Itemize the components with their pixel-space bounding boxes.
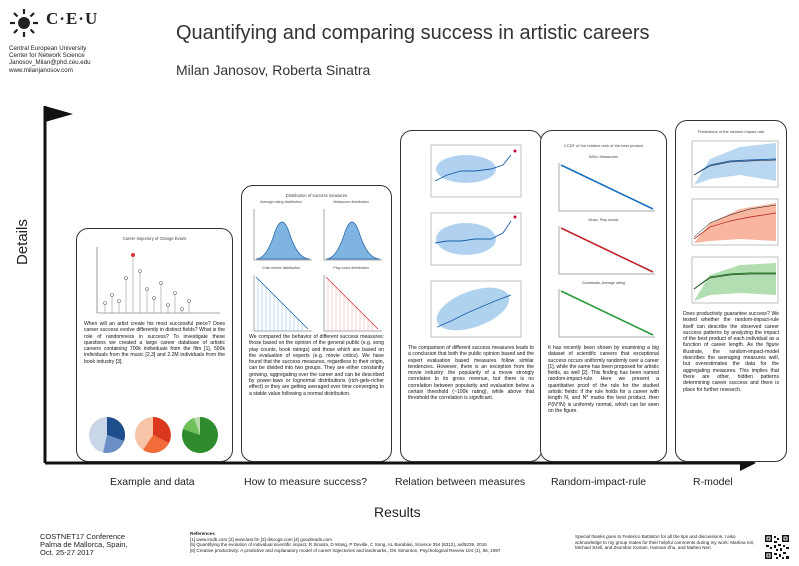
x-axis-label: Results — [374, 504, 421, 520]
acknowledgements: Special thanks goes to Federico Battiston for all the tips and discussions. I also acknowledge to my group mates for their helpful comments during my work: Martina Iori, Michael Szell, and Zsombor Koman, Hannan Zhu, and Matteo Neri. — [575, 534, 755, 551]
powerlaw-dist-plot — [254, 275, 312, 331]
career-trajectory-figure — [85, 243, 225, 321]
scatter-plot — [431, 279, 521, 339]
figure-title: Distribution of success measures — [285, 193, 348, 198]
card-text: When will an artist create his most successful piece? Does career success evolve differently in distinct fields? What is the role of randomness in success? To investigate these questions we created a large career database of artistic careers containing 700k individuals from the film [1], 500k individuals from the music [2,3] and 2.2M individuals from the book industry [3]. — [84, 321, 225, 365]
figure-title: Career trajectory of Orange Evans — [122, 236, 187, 241]
prediction-plot — [692, 141, 778, 187]
subplot-title: Goodreads, Average rating — [582, 281, 625, 285]
card-text: We compared the behavior of different success measures: those based on the opinion of the general public (e.g. song play counts, book ratings) and those which are based on the evaluation of experts (e.g. movie critics). We have found that the success measures, regardless to their origin, can be divided into two groups. They are either constantly growing, aggregating over the career and can be described by power-laws or lognormal distributions (rich-gets-richer effect) or they are getting averaged over time converging to a stable value following a normal distribution. — [249, 334, 384, 397]
card-relation-measures — [400, 130, 542, 462]
subplot-title: Average rating distribution — [260, 200, 302, 204]
reference-item: [1] www.imdb.com [2] www.last.fm [3] discogs.com [4] goodreads.com — [190, 536, 332, 542]
subplot-title: Metascore distribution — [333, 200, 369, 204]
institution-line: Janosov_Milan@phd.ceu.edu — [9, 59, 91, 67]
distribution-figures — [248, 205, 386, 335]
ccdf-plot — [559, 226, 655, 274]
ccdf-figures — [549, 159, 659, 339]
institution-line: Central European University — [9, 45, 87, 52]
figure-title: CCDF of the relative rank of the best product — [563, 143, 644, 148]
correlation-figures — [411, 141, 531, 341]
card-r-model — [675, 120, 787, 462]
prediction-plot — [692, 199, 778, 245]
institution-line: www.milanjanosov.com — [9, 66, 73, 74]
stage-label: Relation between measures — [395, 476, 526, 488]
ccdf-plot — [559, 289, 655, 337]
references-title: References — [190, 531, 215, 536]
conference-line: Palma de Mallorca, Spain, — [40, 540, 128, 550]
subplot-title: Critic review distribution — [262, 266, 300, 270]
normal-dist-plot — [324, 209, 382, 260]
figure-title: Predictions of the random impact rule — [697, 129, 765, 134]
ceu-logo: C·E·U — [46, 9, 99, 28]
card-text: Does productivity guarantee success? We tested whether the random-impact-rule itself can describe the observed career success patterns by analyzing the impact of the best product of each individual as a function of career length. As the figure illustrate, the random-impact-model describes the averaging measures well, but overestimates the data for the aggregating measures. This implies that there are other, hidden patterns determining career success and there is place for further research. — [683, 311, 779, 393]
prediction-figures — [680, 139, 782, 309]
stage-label: Random-impact-rule — [551, 476, 647, 488]
pie-charts-figure — [85, 409, 225, 457]
poster-title: Quantifying and comparing success in artistic careers — [176, 22, 650, 44]
references — [190, 531, 550, 553]
qr-code-icon[interactable] — [764, 534, 790, 560]
conference-info — [40, 533, 128, 558]
institution-line: Center for Network Science — [9, 52, 85, 60]
conference-line: COSTNET17 Conference — [40, 532, 126, 541]
ccdf-plot — [559, 163, 655, 211]
reference-item: [5] Quantifying the evolution of individual scientific impact, R Sinatra, D Wang, P Deville, C Song, AL Barabási, Science 354 (6312), aaf5239, 2016 — [190, 542, 487, 548]
card-text: The comparison of different success measures leads to a conclusion that both the public opinion based and the expert evaluation based measures follow similar tendencies. However, there is an exception from the movie industry: the popularity of a movie strongly correlates to its gross revenue, but there is no correlation between popularity and evaluation below a certain threshold (~100k rating), while above that threshold the correlation is significant. — [408, 345, 534, 402]
poster-authors: Milan Janosov, Roberta Sinatra — [176, 62, 371, 78]
subplot-title: IMDb, Metascores — [588, 155, 619, 159]
subplot-title: Play count distribution — [333, 266, 369, 270]
flag-icon — [45, 106, 73, 122]
card-example-data — [76, 228, 233, 462]
conference-line: Oct. 25-27 2017 — [40, 548, 94, 558]
stage-label: R-model — [693, 476, 733, 488]
normal-dist-plot — [254, 209, 312, 260]
card-measure-success — [241, 185, 392, 462]
scatter-plot — [431, 145, 521, 197]
subplot-title: Music, Play counts — [588, 218, 619, 222]
card-random-impact-rule — [540, 130, 667, 462]
y-axis-label: Details — [14, 219, 31, 265]
card-text: It has recently been shown by examining a big dataset of scientific careers that exceptional success occurs uniformly randomly over a career [1], while the same has been proposed for artistic fields, as well [2]. This finding has been named random-impact-rule. Here we present a quantitative proof of the rule for the studied artistic fields: if the rule holds for a career with length N, and N* marks the best product, then P(N*/N) is uniformly normal, which can be seen on the figure. — [548, 345, 659, 414]
reference-item: [6] Creative productivity: A predictive and explanatory model of career trajectories and landmarks., DK Simonton, Psychological Review 104 (1), 66, 1997 — [190, 547, 501, 553]
stage-label: Example and data — [110, 476, 195, 488]
scatter-plot — [431, 213, 521, 265]
powerlaw-dist-plot — [324, 275, 382, 331]
stage-label: How to measure success? — [244, 476, 368, 488]
prediction-plot — [692, 257, 778, 303]
